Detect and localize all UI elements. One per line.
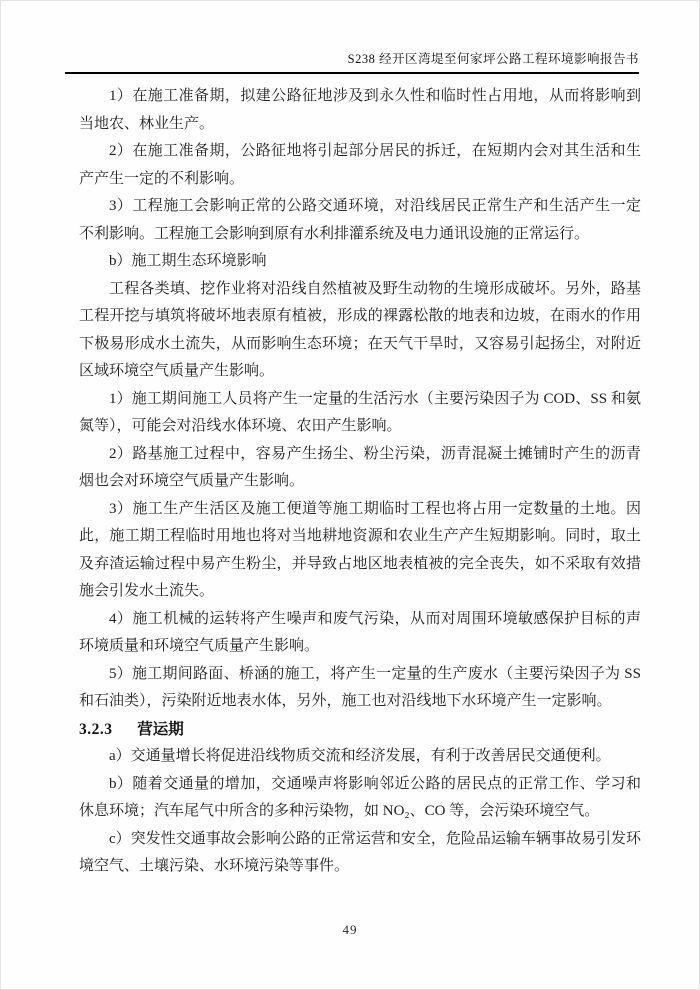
paragraph: 5）施工期间路面、桥涵的施工，将产生一定量的生产废水（主要污染因子为 SS 和石油类），污染附近地表水体，另外，施工也对沿线地下水环境产生一定影响。 [79, 665, 641, 709]
section-number: 3.2.3 [79, 720, 113, 738]
header-title: S238 经开区湾堤至何家坪公路工程环境影响报告书 [347, 52, 639, 66]
document-body [79, 83, 641, 881]
page-footer [1, 921, 699, 939]
page-header [65, 1, 639, 74]
paragraph: 1）在施工准备期，拟建公路征地涉及到永久性和临时性占用地，从而将影响到当地农、林业生产。 [79, 88, 641, 132]
page-number: 49 [342, 922, 358, 937]
paragraph: 3）工程施工会影响正常的公路交通环境，对沿线居民正常生产和生活产生一定不利影响。工程施工会影响到原有水利排灌系统及电力通讯设施的正常运行。 [79, 198, 641, 242]
paragraph: 1）施工期间施工人员将产生一定量的生活污水（主要污染因子为 COD、SS 和氨氮等），可能会对沿线水体环境、农田产生影响。 [79, 390, 641, 434]
paragraph: c）突发性交通事故会影响公路的正常运营和安全，危险品运输车辆事故易引发环境空气、土壤污染、水环境污染等事件。 [79, 830, 641, 874]
paragraph: a）交通量增长将促进沿线物质交流和经济发展，有利于改善居民交通便利。 [109, 748, 611, 764]
paragraph: 2）路基施工过程中，容易产生扬尘、粉尘污染，沥青混凝土摊铺时产生的沥青烟也会对环境空气质量产生影响。 [79, 445, 641, 489]
paragraph: 工程各类填、挖作业将对沿线自然植被及野生动物的生境形成破坏。另外，路基工程开挖与填筑将破坏地表原有植被，形成的裸露松散的地表和边坡，在雨水的作用下极易形成水土流失，从而影响生态环境；在天气干旱时，又容易引起扬尘，对附近区域环境空气质量产生影响。 [79, 280, 641, 379]
paragraph: 4）施工机械的运转将产生噪声和废气污染，从而对周围环境敏感保护目标的声环境质量和环境空气质量产生影响。 [79, 610, 641, 654]
section-title: 营运期 [137, 720, 184, 738]
paragraph: 3）施工生产生活区及施工便道等施工期临时工程也将占用一定数量的土地。因此，施工期工程临时用地也将对当地耕地资源和农业生产产生短期影响。同时，取土及弃渣运输过程中易产生粉尘，并导致占地区地表植被的完全丧失，如不采取有效措施会引发水土流失。 [79, 500, 641, 599]
subsection-heading: b）施工期生态环境影响 [109, 253, 267, 269]
paragraph: 2）在施工准备期，公路征地将引起部分居民的拆迁，在短期内会对其生活和生产产生一定的不利影响。 [79, 143, 641, 187]
section-heading [79, 716, 641, 744]
paragraph: b）随着交通量的增加，交通噪声将影响邻近公路的居民点的正常工作、学习和休息环境；汽车尾气中所含的多种污染物，如 NO₂、CO 等，会污染环境空气。 [79, 775, 641, 819]
